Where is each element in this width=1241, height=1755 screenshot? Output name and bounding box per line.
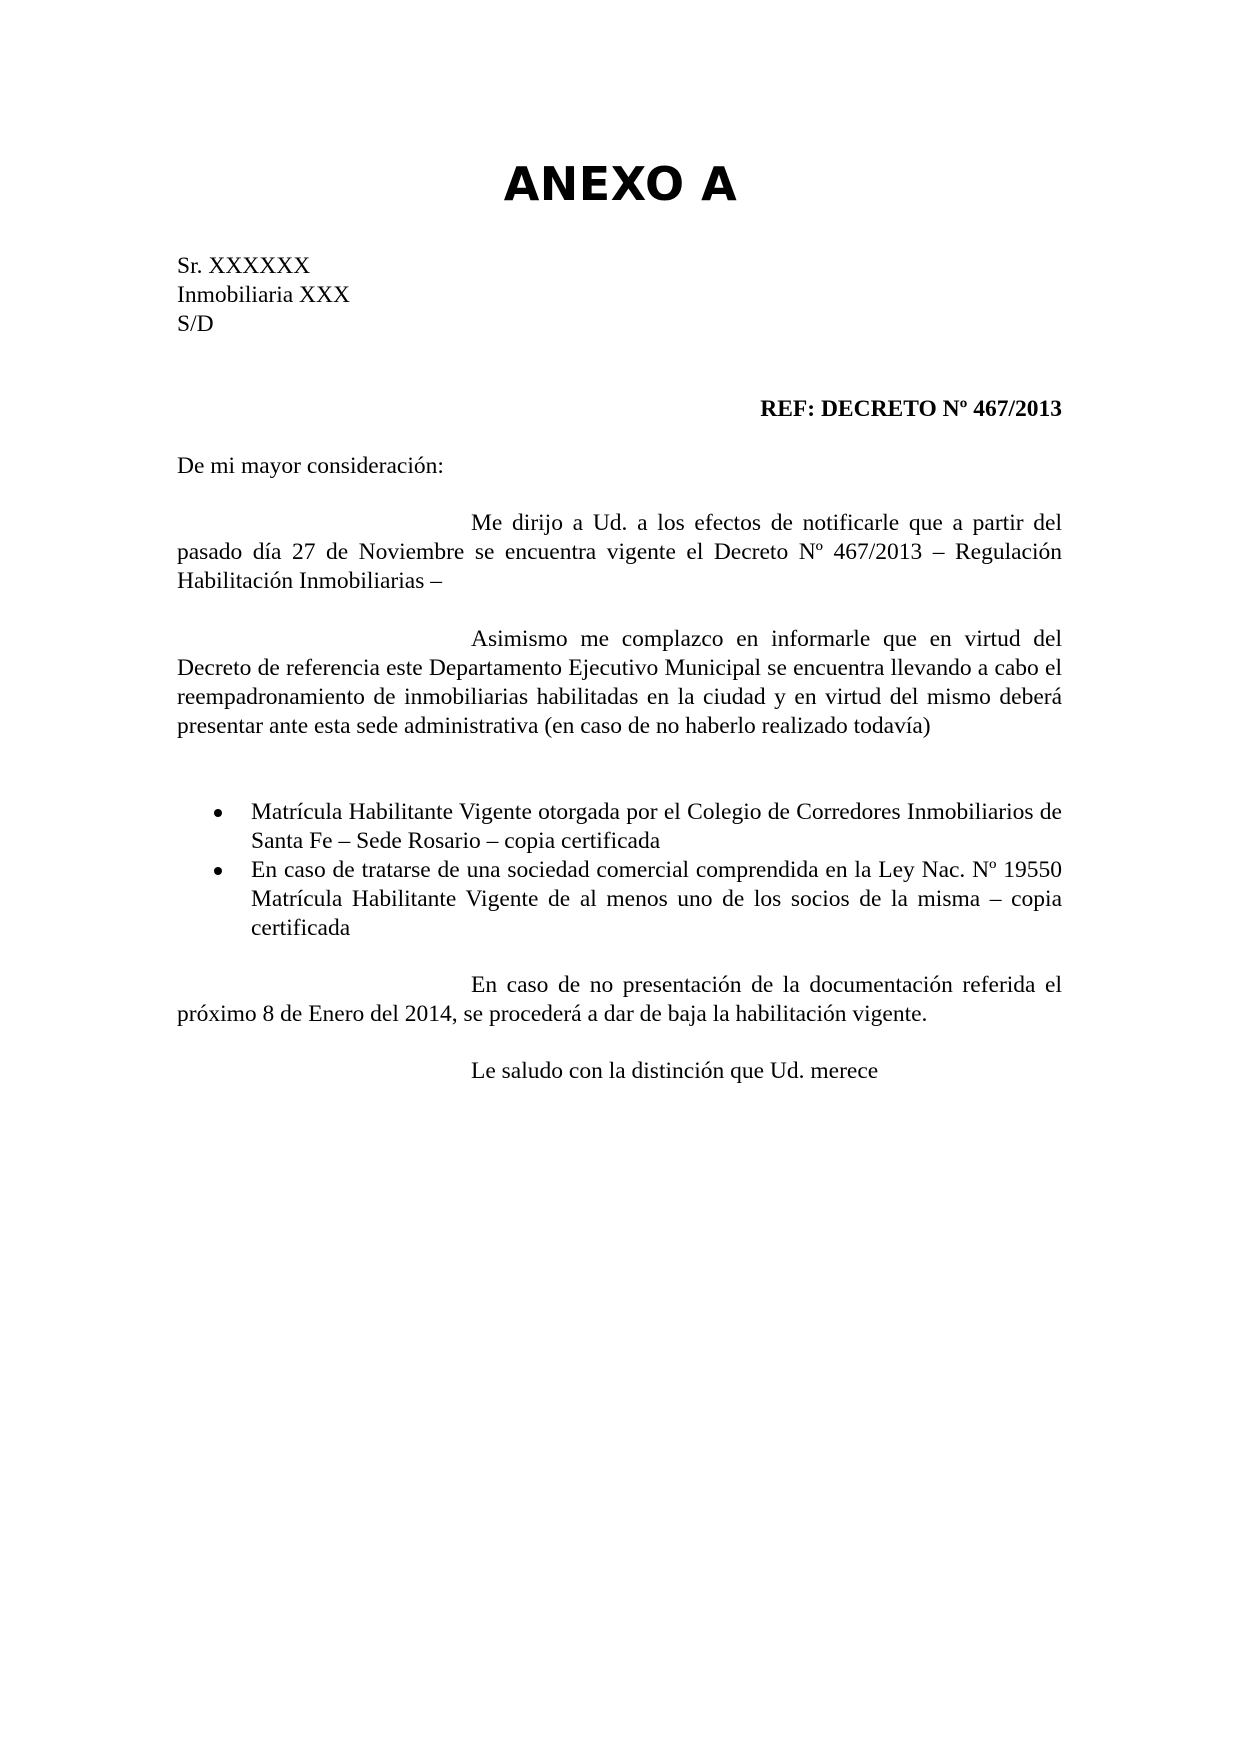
paragraph-deadline: [177, 971, 1062, 1029]
recipient-block: [177, 252, 1062, 339]
paragraph-requirements-intro: [177, 625, 1062, 741]
list-item-text: Matrícula Habilitante Vigente otorgada por el Colegio de Corredores Inmobiliarios de Santa Fe – Sede Rosario – copia certificada: [251, 799, 1062, 854]
paragraph-text: En caso de no presentación de la documentación referida el próximo 8 de Enero del 2014, se procederá a dar de baja la habilitación vigente.: [177, 972, 1062, 1027]
salutation: De mi mayor consideración:: [177, 453, 444, 479]
closing-line: Le saludo con la distinción que Ud. merece: [471, 1058, 879, 1084]
paragraph-text: Asimismo me complazco en informarle que en virtud del Decreto de referencia este Departamento Ejecutivo Municipal se encuentra llevando a cabo el reempadronamiento de inmobiliarias habilitadas en la ciudad y en virtud del mismo deberá presentar ante esta sede administrativa (en caso de no haberlo realizado todavía): [177, 626, 1062, 739]
list-item-text: En caso de tratarse de una sociedad comercial comprendida en la Ley Nac. Nº 19550 Matrícula Habilitante Vigente de al menos uno de los socios de la misma – copia certificada: [251, 857, 1062, 941]
paragraph-text: Me dirijo a Ud. a los efectos de notificarle que a partir del pasado día 27 de Noviembre se encuentra vigente el Decreto Nº 467/2013 – Regulación Habilitación Inmobiliarias –: [177, 510, 1062, 594]
requirements-list: [177, 798, 1062, 943]
reference-line: REF: DECRETO Nº 467/2013: [760, 396, 1062, 422]
list-item: [177, 798, 1062, 856]
list-item: [177, 856, 1062, 943]
recipient-address: S/D: [177, 311, 214, 337]
recipient-name: Sr. XXXXXX: [177, 253, 311, 279]
bullet-icon: [214, 809, 222, 817]
recipient-company: Inmobiliaria XXX: [177, 282, 350, 308]
bullet-icon: [214, 867, 222, 875]
document-title: ANEXO A: [503, 157, 738, 211]
paragraph-notification: [177, 509, 1062, 596]
